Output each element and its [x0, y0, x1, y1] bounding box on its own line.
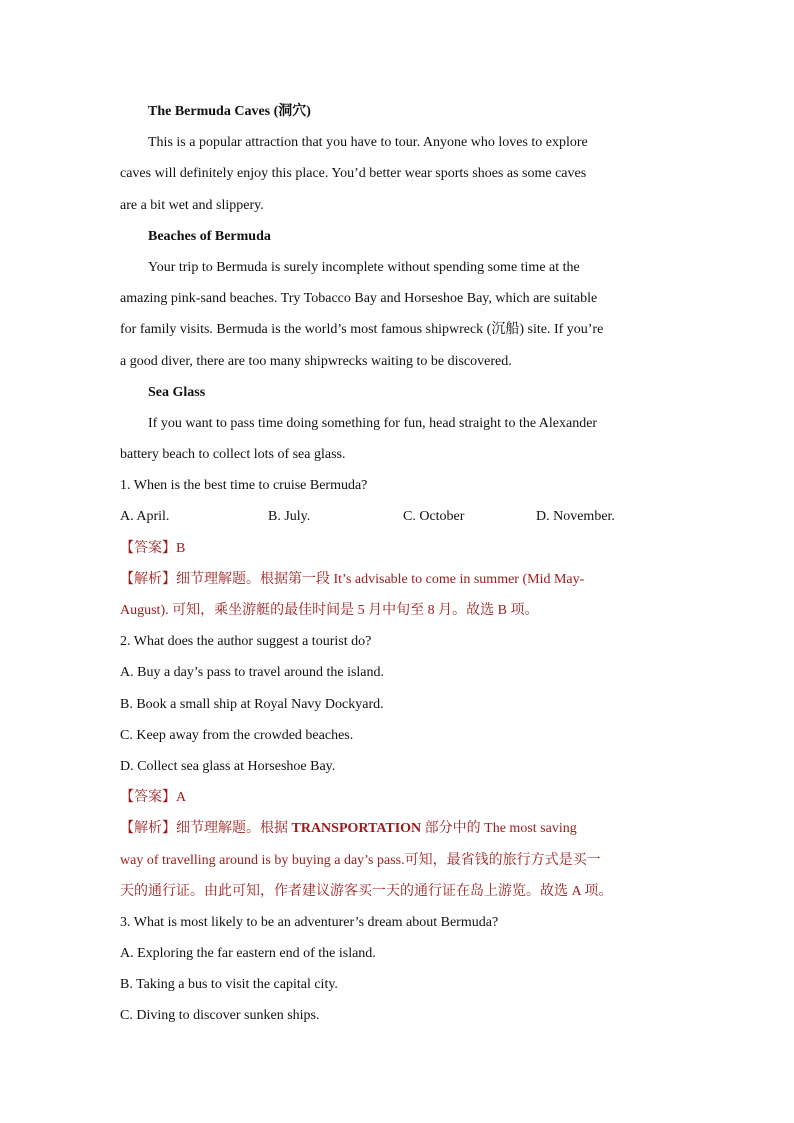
- q1-analysis-line-1: [120, 564, 676, 595]
- caves-heading: The Bermuda Caves (洞穴): [148, 104, 311, 119]
- seaglass-heading: Sea Glass: [148, 384, 206, 400]
- beaches-line-3: for family visits. Bermuda is the world’s most famous shipwreck (沉船) site. If you’re: [120, 322, 604, 338]
- q1-option-b: B. July.: [268, 509, 311, 525]
- q1-answer: [120, 533, 676, 564]
- question-1: 1. When is the best time to cruise Bermuda?: [120, 478, 368, 494]
- q2-analysis-line-2: way of travelling around is by buying a day’s pass.可知，最省钱的旅行方式是买一: [120, 852, 601, 868]
- q2-analysis-line-1: [120, 813, 676, 844]
- q2-option-c: C. Keep away from the crowded beaches.: [120, 727, 354, 743]
- seaglass-line-1: If you want to pass time doing something for fun, head straight to the Alexander: [148, 415, 598, 431]
- q3-option-a: A. Exploring the far eastern end of the island.: [120, 946, 376, 962]
- q1-answer-label: 【答案】: [120, 540, 176, 556]
- beaches-line-1: Your trip to Bermuda is surely incomplete without spending some time at the: [148, 259, 580, 275]
- seaglass-line-2: battery beach to collect lots of sea glass.: [120, 447, 346, 463]
- q2-analysis-label: 【解析】: [120, 821, 176, 837]
- q2-analysis-bold: TRANSPORTATION: [291, 821, 422, 837]
- q1-option-a: A. April.: [120, 509, 170, 525]
- q2-option-b: B. Book a small ship at Royal Navy Dockyard.: [120, 696, 384, 712]
- q2-analysis-line-3: 天的通行证。由此可知，作者建议游客买一天的通行证在岛上游览。故选 A 项。: [120, 883, 613, 899]
- beaches-line-2: amazing pink-sand beaches. Try Tobacco Bay and Horseshoe Bay, which are suitable: [120, 291, 598, 307]
- q2-answer: [120, 782, 676, 813]
- q1-analysis-text-1: 细节理解题。根据第一段 It’s advisable to come in summer (Mid May-: [176, 571, 585, 587]
- q2-analysis-pre: 细节理解题。根据: [176, 821, 292, 837]
- question-2: 2. What does the author suggest a tourist do?: [120, 634, 372, 650]
- q1-analysis-line-2: August). 可知，乘坐游艇的最佳时间是 5 月中旬至 8 月。故选 B 项。: [120, 603, 539, 618]
- beaches-line-4: a good diver, there are too many shipwrecks waiting to be discovered.: [120, 353, 512, 369]
- q1-answer-value: B: [176, 540, 186, 556]
- q2-analysis-mid: 部分中的 The most saving: [421, 821, 577, 837]
- q2-option-a: A. Buy a day’s pass to travel around the island.: [120, 665, 385, 681]
- caves-line-2: caves will definitely enjoy this place. You’d better wear sports shoes as some caves: [120, 166, 587, 182]
- q3-option-c: C. Diving to discover sunken ships.: [120, 1008, 320, 1024]
- document-page: [120, 96, 676, 1032]
- q1-analysis-label: 【解析】: [120, 571, 176, 587]
- q2-option-d: D. Collect sea glass at Horseshoe Bay.: [120, 758, 336, 774]
- question-1-options: [120, 501, 676, 532]
- question-3: 3. What is most likely to be an adventurer’s dream about Bermuda?: [120, 914, 499, 930]
- caves-line-3: are a bit wet and slippery.: [120, 197, 264, 213]
- q2-answer-value: A: [176, 790, 187, 806]
- q3-option-b: B. Taking a bus to visit the capital city.: [120, 977, 338, 993]
- caves-line-1: This is a popular attraction that you have to tour. Anyone who loves to explore: [148, 135, 588, 151]
- q1-option-d: D. November.: [536, 509, 615, 525]
- q2-answer-label: 【答案】: [120, 790, 176, 806]
- q1-option-c: C. October: [403, 509, 465, 525]
- beaches-heading: Beaches of Bermuda: [148, 228, 271, 244]
